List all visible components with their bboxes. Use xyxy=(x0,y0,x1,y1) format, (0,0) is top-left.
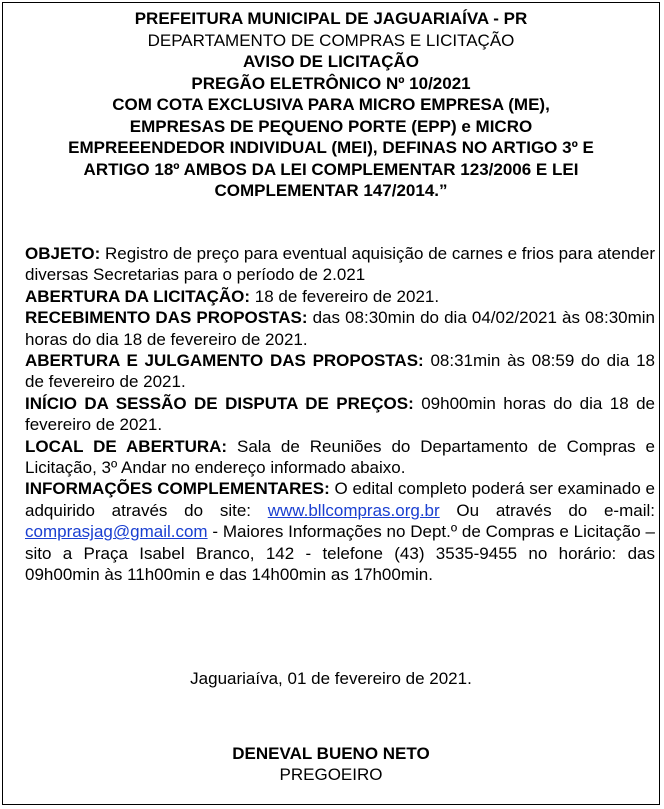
place-date: Jaguariaíva, 01 de fevereiro de 2021. xyxy=(190,669,472,688)
abertura-licitacao-text: 18 de fevereiro de 2021. xyxy=(250,286,440,306)
local-paragraph xyxy=(25,436,655,479)
abertura-licitacao-paragraph xyxy=(25,286,655,307)
email-link[interactable]: comprasjag@gmail.com xyxy=(25,522,208,542)
website-link[interactable]: www.bllcompras.org.br xyxy=(267,500,440,520)
objeto-text: Registro de preço para eventual aquisição de carnes e frios para atender diversas Secretarias para o período de 2.021 xyxy=(25,244,655,285)
inicio-sessao-label: INÍCIO DA SESSÃO DE DISPUTA DE PREÇOS: xyxy=(25,393,414,413)
notice-header xyxy=(3,3,659,202)
abertura-julgamento-label: ABERTURA E JULGAMENTO DAS PROPOSTAS: xyxy=(25,351,424,371)
quota-line-2: EMPRESAS DE PEQUENO PORTE (EPP) e MICRO xyxy=(129,116,533,136)
notice-body xyxy=(25,243,655,586)
local-text: Sala de Reuniões do Departamento de Compras e Licitação, 3º Andar no endereço informado abaixo. xyxy=(25,436,655,478)
info-text-1: O edital completo poderá ser examinado e adquirido através do site: xyxy=(25,479,655,520)
info-paragraph xyxy=(25,478,655,585)
recebimento-label: RECEBIMENTO DAS PROPOSTAS: xyxy=(25,308,308,328)
notice-title: AVISO DE LICITAÇÃO xyxy=(243,52,419,71)
abertura-julgamento-paragraph xyxy=(25,350,655,393)
inicio-sessao-text: 09h00min horas do dia 18 de fevereiro de 2021. xyxy=(25,393,655,435)
signature-block xyxy=(3,743,659,785)
department-name: DEPARTAMENTO DE COMPRAS E LICITAÇÃO xyxy=(147,30,515,50)
info-text-2: Ou através do e-mail: xyxy=(439,500,655,520)
quota-line-5: COMPLEMENTAR 147/2014.” xyxy=(214,181,448,200)
info-text-3: - Maiores Informações no Dept.º de Compras e Licitação – sito a Praça Isabel Branco, 142 - telefone (43) 3535-9455 no horário: das 09h00min às 11h00min e das 14h00min as 17h00min. xyxy=(25,522,655,585)
notice-frame xyxy=(2,2,660,805)
abertura-licitacao-label: ABERTURA DA LICITAÇÃO: xyxy=(25,286,251,306)
quota-line-3: EMPREEENDEDOR INDIVIDUAL (MEI), DEFINAS NO ARTIGO 3º E xyxy=(68,138,594,157)
abertura-julgamento-text: 08:31min às 08:59 do dia 18 de fevereiro de 2021. xyxy=(25,351,655,392)
inicio-sessao-paragraph xyxy=(25,393,655,436)
recebimento-text: das 08:30min do dia 04/02/2021 às 08:30min horas do dia 18 de fevereiro de 2021. xyxy=(25,308,655,349)
municipality-title: PREFEITURA MUNICIPAL DE JAGUARIAÍVA - PR xyxy=(134,9,528,28)
auction-number: PREGÃO ELETRÔNICO Nº 10/2021 xyxy=(191,73,471,93)
quota-line-4: ARTIGO 18º AMBOS DA LEI COMPLEMENTAR 123/2006 E LEI xyxy=(83,159,579,179)
local-label: LOCAL DE ABERTURA: xyxy=(25,436,228,456)
recebimento-paragraph xyxy=(25,307,655,350)
info-label: INFORMAÇÕES COMPLEMENTARES: xyxy=(25,479,330,499)
objeto-label: OBJETO: xyxy=(25,244,101,263)
signer-role: PREGOEIRO xyxy=(279,765,383,784)
quota-line-1: COM COTA EXCLUSIVA PARA MICRO EMPRESA (ME), xyxy=(112,95,550,114)
objeto-paragraph xyxy=(25,243,655,286)
signer-name: DENEVAL BUENO NETO xyxy=(232,744,430,763)
